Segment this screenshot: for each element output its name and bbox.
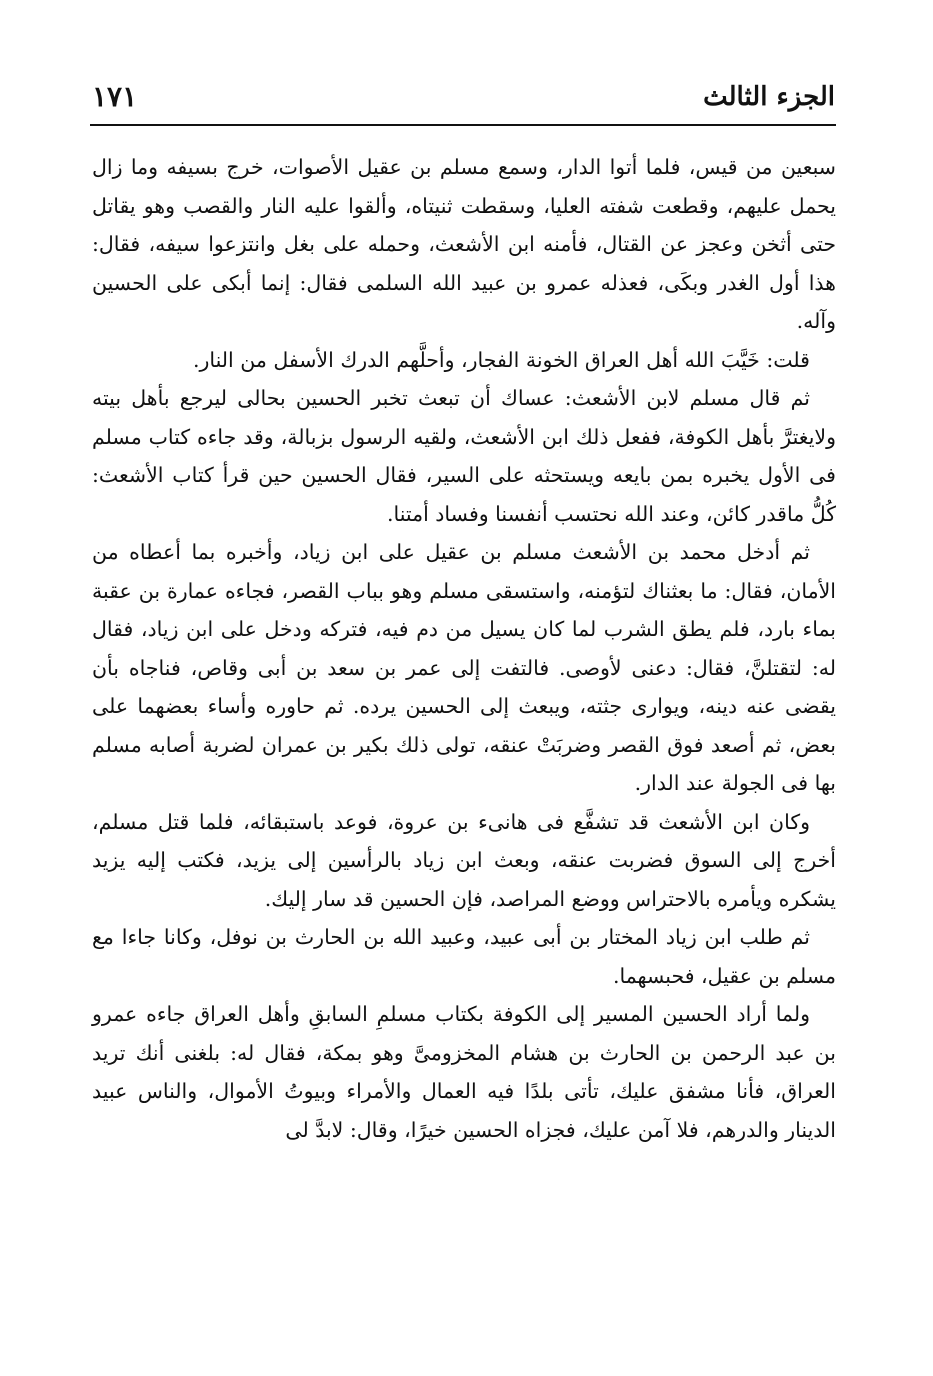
paragraph-5: وكان ابن الأشعث قد تشفَّع فى هانىء بن عروة، فوعد باستبقائه، فلما قتل مسلم، أخرج إلى السوق فضربت عنقه، وبعث ابن زياد بالرأسين إلى يزيد، فكتب إليه يزيد يشكره ويأمره بالاحتراس ووضع المراصد، فإن الحسين قد سار إليك. [92,809,836,911]
running-title: الجزء الثالث [703,82,835,112]
paragraph-7: ولما أراد الحسين المسير إلى الكوفة بكتاب مسلمِ السابقِ وأهل العراق جاءه عمرو بن عبد الرحمن بن الحارث بن هشام المخزومىَّ وهو بمكة، فقال له: بلغنى أنك تريد العراق، فأنا مشفق عليك، تأتى بلدًا فيه العمال والأمراء وبيوتُ الأموال، والناس عبيد الدينار والدرهم، فلا آمن عليك، فجزاه الحسين خيرًا، وقال: لابدَّ لى [92,1002,836,1142]
page-number: ١٧١ [92,80,138,113]
body-text [92,148,836,1149]
paragraph-4: ثم أدخل محمد بن الأشعث مسلم بن عقيل على ابن زياد، وأخبره بما أعطاه من الأمان، فقال: ما بعثناك لتؤمنه، واستسقى مسلم وهو بباب القصر، فجاءه عمارة بن عقبة بماء بارد، فلم يطق الشرب لما كان يسيل من دم فيه، فتركه ودخل على ابن زياد، فقال له: لتقتلنَّ، فقال: دعنى لأوصى. فالتفت إلى عمر بن سعد بن أبى وقاص، فناجاه بأن يقضى عنه دينه، ويوارى جثته، ويبعث إلى الحسين يرده. ثم حاوره وأساء بعضهما على بعض، ثم أصعد فوق القصر وضربَتْ عنقه، تولى ذلك بكير بن عمران لضربة أصابه مسلم بها فى الجولة عند الدار. [92,540,836,795]
paragraph-6: ثم طلب ابن زياد المختار بن أبى عبيد، وعبيد الله بن الحارث بن نوفل، وكانا جاءا مع مسلم بن عقيل، فحبسهما. [92,925,836,988]
page-header [92,78,835,122]
paragraph-3: ثم قال مسلم لابن الأشعث: عساك أن تبعث تخبر الحسين بحالى ليرجع بأهل بيته ولايغترَّ بأهل الكوفة، ففعل ذلك ابن الأشعث، ولقيه الرسول بزبالة، وقد جاءه كتاب مسلم فى الأول يخبره بمن بايعه ويستحثه على السير، فقال الحسين حين قرأ كتاب الأشعث: كُلُّ ماقدر كائن، وعند الله نحتسب أنفسنا وفساد أمتنا. [92,386,836,526]
paragraph-2: قلت: خَيَّبَ الله أهل العراق الخونة الفجار، وأحلَّهم الدرك الأسفل من النار. [192,347,810,372]
paragraph-1: سبعين من قيس، فلما أتوا الدار، وسمع مسلم بن عقيل الأصوات، خرج بسيفه وما زال يحمل عليهم، وقطعت شفته العليا، وسقطت ثنيتاه، وألقوا عليه النار والقصب وهو يقاتل حتى أثخن وعجز عن القتال، فأمنه ابن الأشعث، وحمله على بغل وانتزعوا سيفه، فقال: هذا أول الغدر وبكَى، فعذله عمرو بن عبيد الله السلمى فقال: إنما أبكى على الحسين وآله. [92,155,836,333]
header-rule [90,124,836,126]
